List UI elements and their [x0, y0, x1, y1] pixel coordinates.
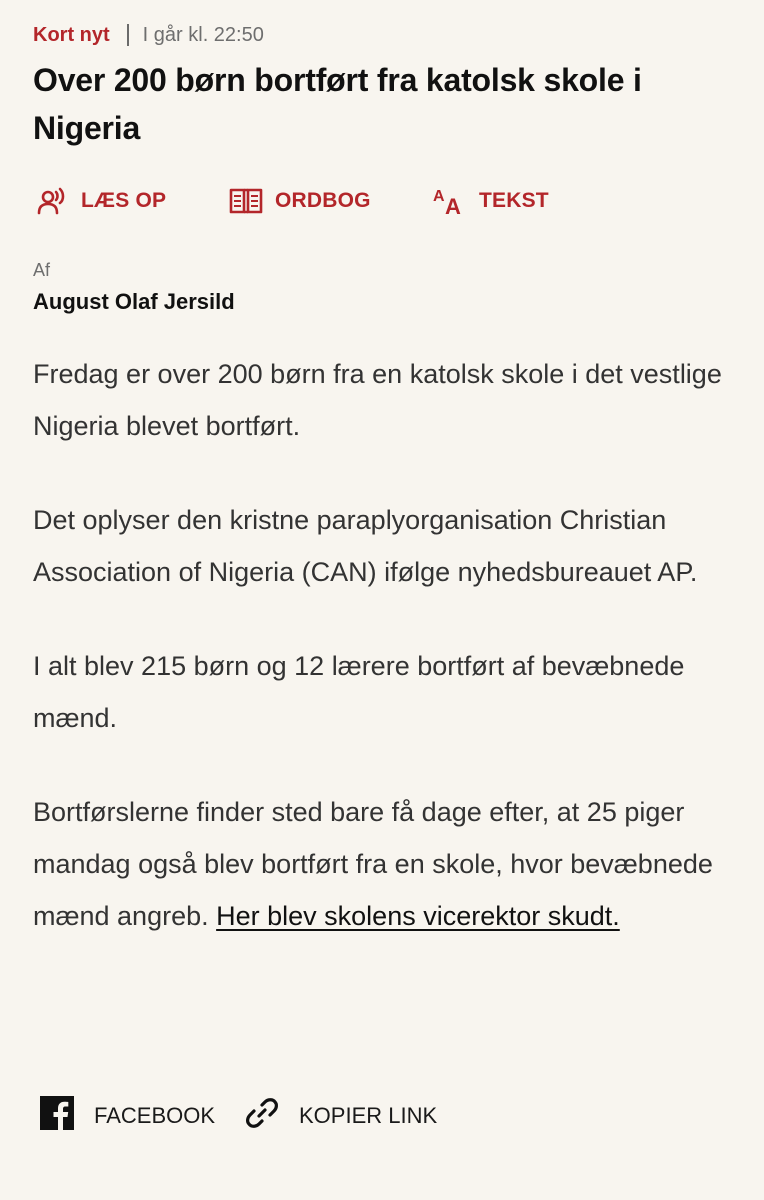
copy-link-button[interactable] [245, 1094, 437, 1138]
share-bar [33, 1094, 733, 1138]
article-meta [33, 22, 264, 48]
facebook-label: FACEBOOK [94, 1103, 216, 1128]
text-size-label: TEKST [479, 189, 549, 212]
article-link[interactable]: Her blev skolens vicerektor skudt. [216, 901, 620, 931]
paragraph: Det oplyser den kristne paraplyorganisation Christian Association of Nigeria (CAN) ifølge nyhedsbureauet AP. [33, 505, 698, 587]
read-aloud-icon [37, 186, 69, 216]
paragraph-text: Bortførslerne finder sted bare få dage efter, at 25 piger mandag også blev bortført fra en skole, hvor bevæbnede mænd angreb. [33, 797, 713, 931]
paragraph [33, 786, 733, 942]
article-body [33, 348, 733, 984]
text-size-icon [433, 186, 467, 216]
meta-divider [127, 24, 129, 46]
paragraph: Fredag er over 200 børn fra en katolsk skole i det vestlige Nigeria blevet bortført. [33, 359, 722, 441]
kicker-label[interactable]: Kort nyt [33, 24, 110, 46]
timestamp: I går kl. 22:50 [142, 24, 264, 46]
svg-text:A: A [433, 188, 445, 205]
author-name[interactable]: August Olaf Jersild [33, 289, 235, 314]
copy-link-label: KOPIER LINK [299, 1103, 438, 1128]
link-icon [245, 1096, 279, 1136]
share-facebook-button[interactable] [40, 1094, 215, 1138]
text-size-button[interactable] [433, 184, 549, 218]
book-icon [229, 187, 263, 215]
read-aloud-label: LÆS OP [81, 189, 167, 212]
facebook-icon [40, 1096, 74, 1136]
author-prefix: Af [33, 260, 51, 280]
svg-text:A: A [445, 194, 461, 216]
article-tools [33, 184, 733, 218]
paragraph: I alt blev 215 børn og 12 lærere bortført af bevæbnede mænd. [33, 651, 685, 733]
headline: Over 200 børn bortført fra katolsk skole i Nigeria [33, 62, 642, 146]
read-aloud-button[interactable] [37, 184, 166, 218]
dictionary-button[interactable] [229, 184, 371, 218]
dictionary-label: ORDBOG [275, 189, 371, 212]
